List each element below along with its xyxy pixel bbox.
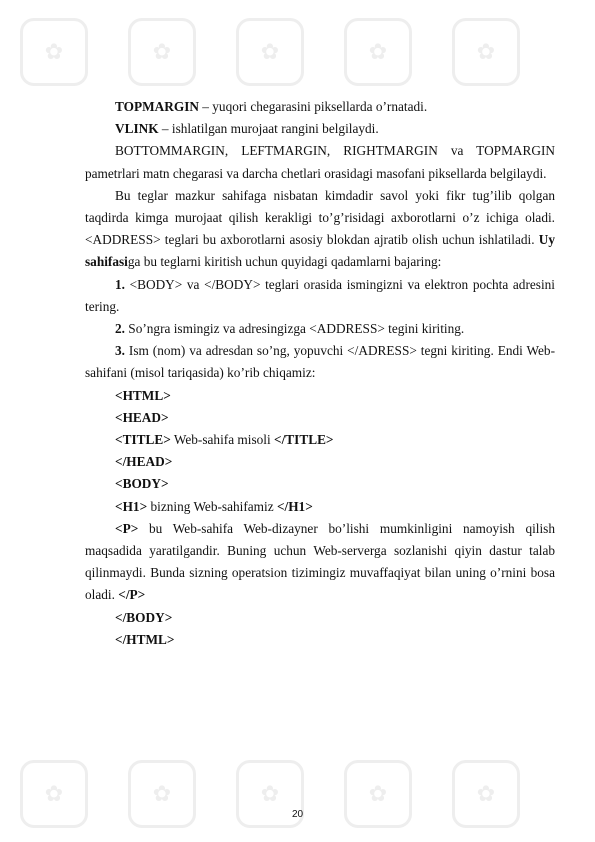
watermark-logo-icon: ✿	[20, 18, 88, 86]
step-text: Ism (nom) va adresdan so’ng, yopuvchi </ADRESS> tegni kiriting. Endi Web-sahifani (misol tariqasida) ko’rib chiqamiz:	[85, 343, 555, 381]
code-html-open: <HTML>	[115, 387, 171, 403]
code-p-text: bu Web-sahifa Web-dizayner bo’lishi mumkinligini namoyish qilish maqsadida yaratilgandir. Buning uchun Web-serverga sozlanishi qiyin dastur talab qilinmaydi. Bunda sizning operatsion tizimingiz muvaffaqiyat bilan uning o’rnini bosa oladi.	[85, 520, 555, 603]
code-title-open: <TITLE>	[115, 432, 171, 448]
code-title-line	[85, 429, 555, 451]
term-uy-sahifasi: Uy sahifasi	[85, 232, 556, 270]
code-html-close: </HTML>	[115, 631, 175, 647]
term-topmargin: TOPMARGIN	[115, 99, 199, 114]
step-number: 2.	[115, 321, 125, 337]
watermark-logo-icon: ✿	[344, 18, 412, 86]
address-description: Bu teglar mazkur sahifaga nisbatan kimdadir savol yoki fikr tug’ilib qolgan taqdirda kimga murojaat qilish kerakligi to’g’risidagi axborotlarni o’z ichiga oladi. <ADDRESS> teglari bu axborotlarni asosiy blokdan ajratib olish uchun ishlatiladi.	[85, 187, 555, 248]
watermark-logo-icon: ✿	[128, 18, 196, 86]
code-h1-line	[85, 496, 555, 518]
code-head-open: <HEAD>	[115, 409, 169, 425]
watermark-logo-icon: ✿	[344, 760, 412, 828]
code-h1-close: </H1>	[276, 498, 313, 514]
code-h1-text: bizning Web-sahifamiz	[147, 498, 277, 514]
term-vlink: VLINK	[115, 121, 159, 137]
step-text: So’ngra ismingiz va adresingizga <ADDRESS> tegini kiriting.	[124, 321, 465, 337]
code-p-block	[85, 518, 555, 607]
code-body-close: </BODY>	[115, 609, 173, 625]
step-2	[85, 318, 555, 340]
code-title-close: </TITLE>	[274, 432, 334, 448]
paragraph-topmargin	[85, 96, 555, 118]
definition-text: – ishlatilgan murojaat rangini belgilaydi.	[158, 121, 379, 137]
code-h1-open: <H1>	[115, 498, 148, 514]
watermark-logo-icon: ✿	[20, 760, 88, 828]
code-p-open: <P>	[115, 520, 139, 536]
watermark-logo-icon: ✿	[452, 760, 520, 828]
paragraph-address	[85, 185, 555, 274]
watermark-logo-icon: ✿	[452, 18, 520, 86]
step-number: 3.	[115, 343, 125, 359]
step-1	[85, 274, 555, 318]
code-head-close: </HEAD>	[115, 454, 173, 470]
code-title-text: Web-sahifa misoli	[170, 432, 275, 448]
code-p-close: </P>	[118, 587, 146, 603]
watermark-logo-icon: ✿	[236, 760, 304, 828]
step-number: 1.	[115, 276, 125, 292]
address-instruction: ga bu teglarni kiritish uchun quyidagi qadamlarni bajaring:	[127, 254, 442, 270]
page-number: 20	[291, 809, 304, 820]
definition-text: – yuqori chegarasini piksellarda o’rnatadi.	[198, 99, 428, 114]
paragraph-vlink	[85, 118, 555, 140]
watermark-logo-icon: ✿	[236, 18, 304, 86]
watermark-logo-icon: ✿	[128, 760, 196, 828]
code-body-open: <BODY>	[115, 476, 169, 492]
document-body	[85, 96, 555, 651]
step-text: <BODY> va </BODY> teglari orasida ismingizni va elektron pochta adresini tering.	[85, 276, 555, 314]
step-3	[85, 340, 555, 384]
paragraph-margins: BOTTOMMARGIN, LEFTMARGIN, RIGHTMARGIN va TOPMARGIN pametrlari matn chegarasi va darcha chetlari orasidagi masofani piksellarda belgilaydi.	[85, 143, 555, 181]
